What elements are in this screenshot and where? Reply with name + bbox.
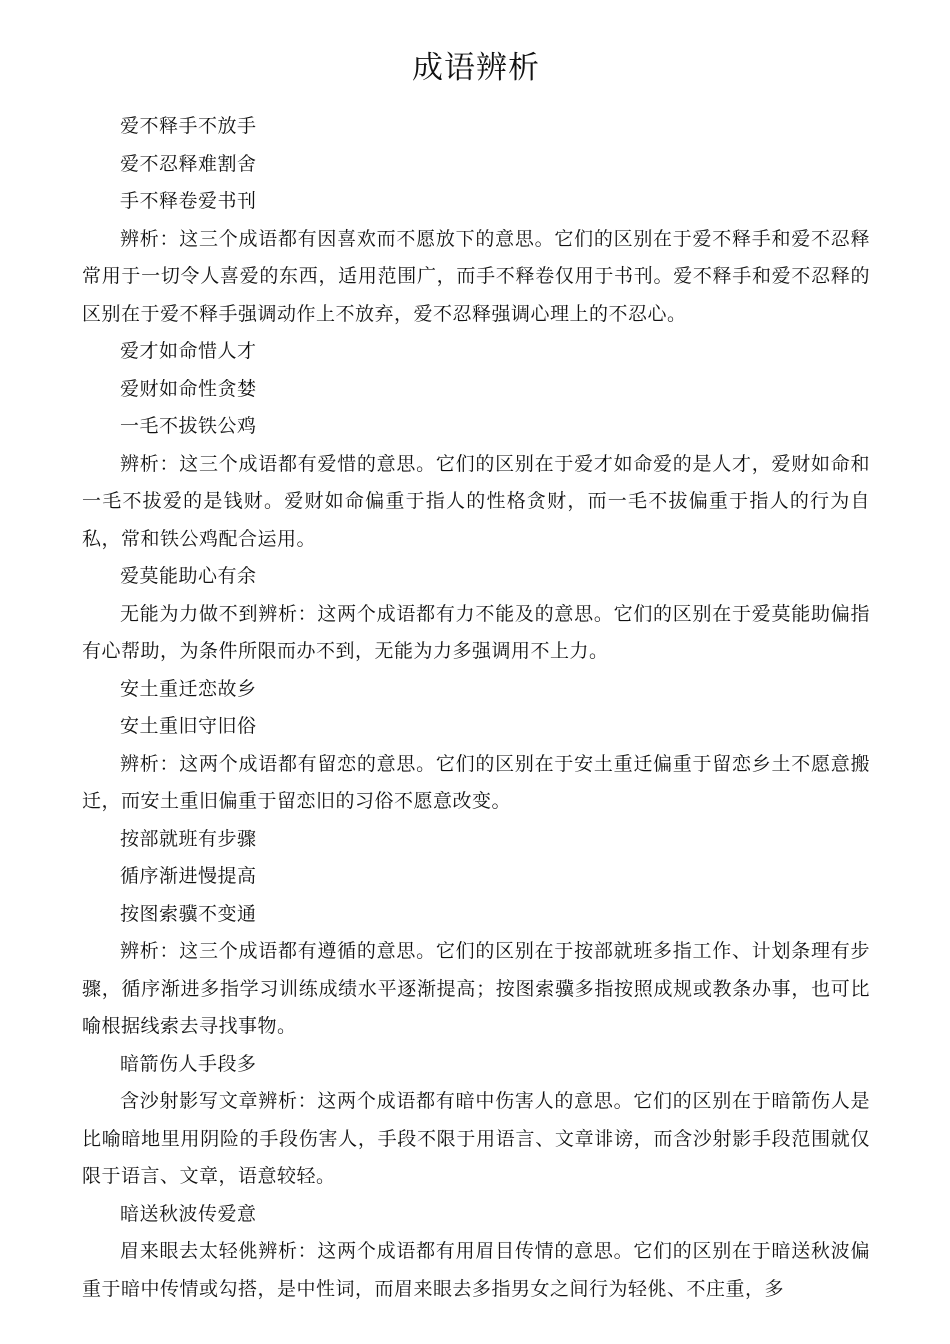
idiom-line: 爱不忍释难割舍 — [120, 152, 257, 175]
idiom-line: 爱才如命惜人才 — [120, 340, 257, 362]
idiom-line: 安土重迁恋故乡 — [120, 677, 257, 700]
idiom-line: 爱财如命性贪婪 — [120, 377, 257, 400]
idiom-line: 按部就班有步骤 — [120, 827, 257, 850]
idiom-line: 一毛不拔铁公鸡 — [120, 415, 257, 437]
analysis-paragraph: 无能为力做不到辨析：这两个成语都有力不能及的意思。它们的区别在于爱莫能助偏指有心帮助，为条件所限而办不到，无能为力多强调用不上力。 — [82, 602, 870, 662]
page-title: 成语辨析 — [412, 50, 540, 86]
analysis-paragraph: 含沙射影写文章辨析：这两个成语都有暗中伤害人的意思。它们的区别在于暗箭伤人是比喻暗地里用阴险的手段伤害人，手段不限于用语言、文章诽谤，而含沙射影手段范围就仅限于语言、文章，语意较轻。 — [82, 1090, 870, 1187]
idiom-line: 爱莫能助心有余 — [120, 565, 257, 587]
analysis-paragraph: 眉来眼去太轻佻辨析：这两个成语都有用眉目传情的意思。它们的区别在于暗送秋波偏重于暗中传情或勾搭，是中性词，而眉来眼去多指男女之间行为轻佻、不庄重，多 — [82, 1240, 870, 1300]
idiom-line: 安土重旧守旧俗 — [120, 715, 257, 737]
analysis-paragraph: 辨析：这三个成语都有爱惜的意思。它们的区别在于爱才如命爱的是人才，爱财如命和一毛不拔爱的是钱财。爱财如命偏重于指人的性格贪财，而一毛不拔偏重于指人的行为自私，常和铁公鸡配合运用。 — [82, 452, 870, 550]
idiom-line: 手不释卷爱书刊 — [120, 190, 257, 212]
idiom-line: 暗送秋波传爱意 — [120, 1202, 257, 1225]
analysis-paragraph: 辨析：这三个成语都有因喜欢而不愿放下的意思。它们的区别在于爱不释手和爱不忍释常用于一切令人喜爱的东西，适用范围广，而手不释卷仅用于书刊。爱不释手和爱不忍释的区别在于爱不释手强调动作上不放弃，爱不忍释强调心理上的不忍心。 — [82, 227, 870, 325]
idiom-line: 按图索骥不变通 — [120, 902, 257, 925]
idiom-line: 爱不释手不放手 — [120, 115, 257, 137]
analysis-paragraph: 辨析：这两个成语都有留恋的意思。它们的区别在于安土重迁偏重于留恋乡土不愿意搬迁，而安土重旧偏重于留恋旧的习俗不愿意改变。 — [82, 752, 870, 812]
analysis-paragraph: 辨析：这三个成语都有遵循的意思。它们的区别在于按部就班多指工作、计划条理有步骤，循序渐进多指学习训练成绩水平逐渐提高；按图索骥多指按照成规或教条办事，也可比喻根据线索去寻找事物。 — [82, 940, 870, 1037]
idiom-line: 暗箭伤人手段多 — [120, 1052, 257, 1075]
idiom-line: 循序渐进慢提高 — [120, 865, 257, 887]
